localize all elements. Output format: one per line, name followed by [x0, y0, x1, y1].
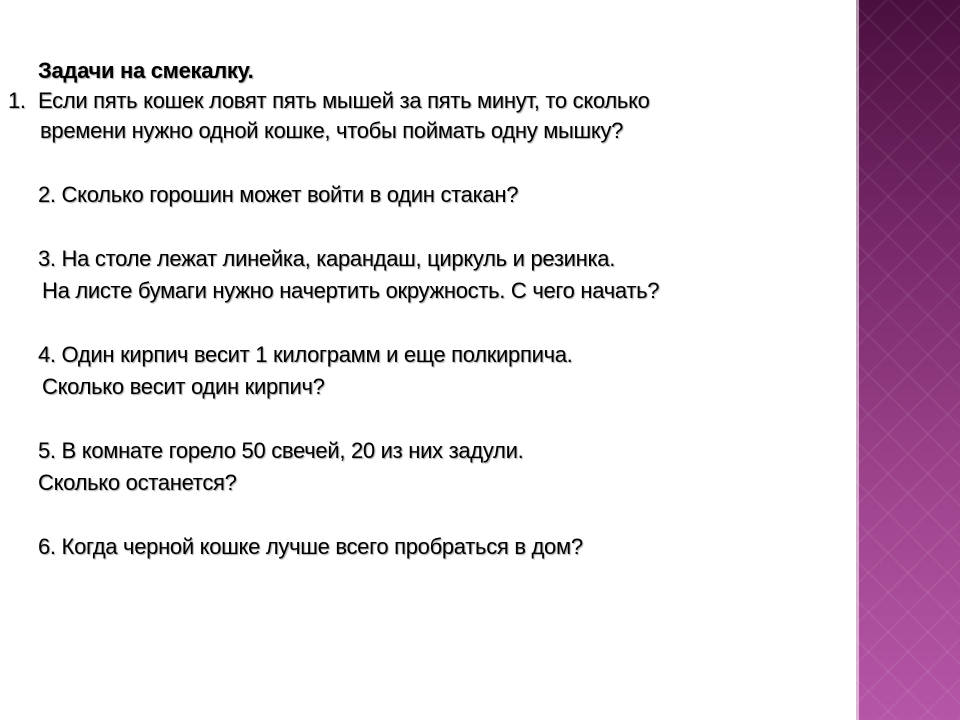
question-5-line-2: Сколько останется?: [38, 470, 237, 495]
question-4-line-2: Сколько весит один кирпич?: [42, 374, 325, 399]
question-3-line-2: На листе бумаги нужно начертить окружность. С чего начать?: [42, 278, 660, 303]
question-4-line-1: 4. Один кирпич весит 1 килограмм и еще полкирпича.: [38, 342, 573, 367]
question-1-line-2: времени нужно одной кошке, чтобы поймать одну мышку?: [40, 118, 624, 143]
question-5-line-1: 5. В комнате горело 50 свечей, 20 из них задули.: [38, 438, 524, 463]
decorative-side-panel: [856, 0, 960, 720]
question-1-line-1: Если пять кошек ловят пять мышей за пять минут, то сколько: [38, 88, 650, 113]
slide-title: Задачи на смекалку.: [38, 58, 254, 83]
question-3-line-1: 3. На столе лежат линейка, карандаш, циркуль и резинка.: [38, 246, 616, 271]
question-1-number: 1.: [8, 88, 26, 113]
question-2-line-1: 2. Сколько горошин может войти в один стакан?: [38, 182, 519, 207]
question-6-line-1: 6. Когда черной кошке лучше всего пробраться в дом?: [38, 534, 583, 559]
